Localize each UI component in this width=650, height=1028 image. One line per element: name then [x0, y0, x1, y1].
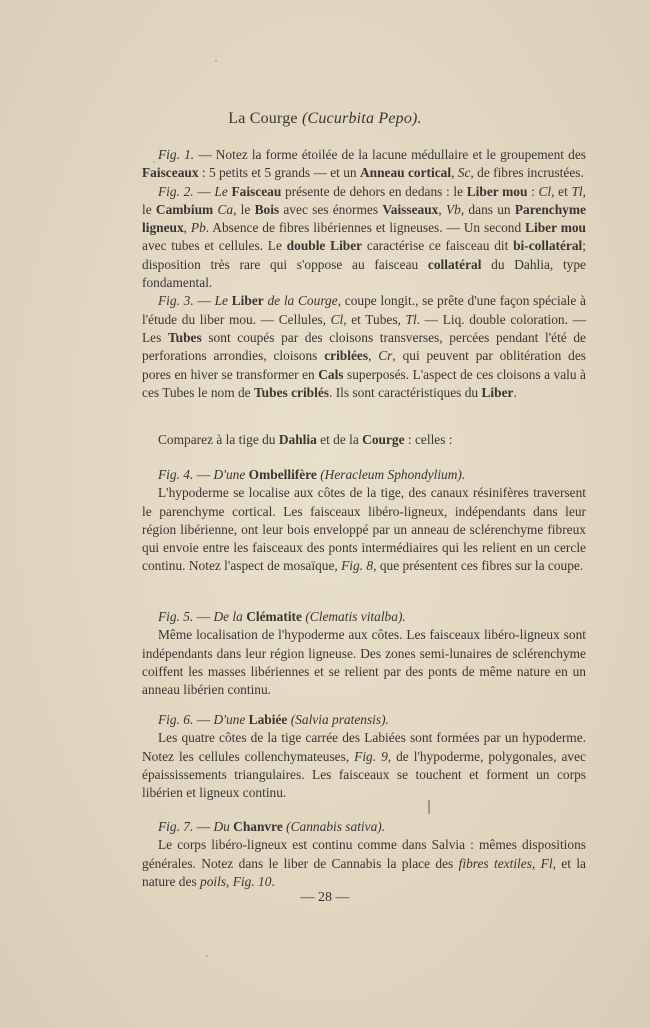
fig6-section [142, 711, 586, 802]
fig3-text-e: , coupe longit., se prête d'une façon spéciale à l'étude du liber mou. — Cellules, [142, 293, 586, 327]
fig4-heading [142, 466, 586, 484]
term-liber-2: Liber [481, 384, 514, 400]
title-main: La Courge [228, 110, 298, 127]
page-number: — 28 — [300, 890, 350, 905]
term-bois: Bois [254, 201, 280, 217]
fig1-text-c: , [451, 165, 458, 181]
fig4-dash: — [193, 467, 214, 482]
fig7-section [142, 818, 586, 891]
fig1-paragraph [142, 146, 586, 183]
fig2-text-i: avec ses énormes [279, 201, 383, 217]
term-courge: Courge [362, 432, 405, 447]
fig6-name: Labiée [248, 712, 288, 727]
term-tubes-cribles: Tubes criblés [253, 384, 329, 400]
fig4-dune: D'une [213, 467, 246, 482]
page-title [0, 110, 650, 128]
fig2-le: Le [214, 183, 228, 199]
fig3-text-h: sont coupés par des cloisons transverses, percées pendant l'été de perforations arrondies, cloisons [142, 329, 586, 364]
fig5-dela: De la [213, 609, 243, 624]
compare-text-a: Comparez à la tige du [158, 432, 279, 447]
fig7-text-1: Le corps libéro-ligneux est continu comme dans Salvia : mêmes dispositions générales. Notez dans le liber de Cannabis la place des [142, 837, 586, 871]
fig1-ref: Fig. 1. [158, 147, 195, 162]
fig3-text-m: . [513, 384, 517, 400]
term-liber: Liber [231, 293, 264, 309]
abbr-tl-2: Tl [405, 311, 417, 327]
abbr-ca: Ca [217, 201, 234, 217]
fig7-du: Du [213, 819, 230, 834]
fig6-body [142, 729, 586, 802]
fig7-ref: Fig. 7. [158, 819, 194, 834]
fig4-text-2: , que présentent ces fibres sur la coupe. [373, 558, 584, 574]
fig3-ref: Fig. 3. [158, 293, 194, 309]
fig5-name: Clématite [246, 609, 302, 624]
fig3-text-k: superposés. L'aspect de ces cloisons a valu à ces Tubes le nom de [142, 366, 586, 400]
fig4-body [142, 484, 586, 575]
fig2-text-h: , le [233, 201, 255, 217]
fig3-text-j: , qui peuvent par oblitération des pores en hiver se transformer en [142, 348, 586, 382]
fig2-text-a: — [193, 183, 215, 199]
fig5-section [142, 608, 586, 699]
abbr-cl: Cl [538, 183, 552, 199]
paper-speck [428, 800, 430, 814]
fig5-heading [142, 608, 586, 626]
fig7-name: Chanvre [233, 819, 283, 834]
fig7-body [142, 836, 586, 891]
fig1-text-b: : 5 petits et 5 grands — et un [198, 165, 360, 181]
fig2-paragraph [142, 183, 586, 293]
fig6-latin: (Salvia pratensis). [290, 712, 389, 727]
term-criblees: criblées [324, 348, 369, 364]
fig2-text-p: ; disposition très rare qui s'oppose au faisceau [142, 238, 587, 272]
poils-ref: poils, Fig. 10 [200, 873, 272, 889]
term-double-liber: double Liber [286, 238, 363, 254]
fig6-dune: D'une [213, 712, 246, 727]
term-cambium: Cambium [155, 201, 214, 217]
fig2-ref: Fig. 2. [158, 183, 194, 199]
fig3-text-i: , [368, 348, 379, 364]
abbr-sc: Sc [457, 165, 471, 181]
fig3-de-la: de la [267, 293, 295, 309]
term-faisceaux: Faisceaux [142, 165, 199, 181]
fig3-text-f: , et Tubes, [343, 311, 406, 327]
fig4-section [142, 466, 586, 576]
abbr-pb: Pb [190, 220, 206, 236]
fig3-paragraph [142, 292, 586, 402]
term-liber-mou: Liber mou [466, 183, 528, 199]
term-vaisseaux: Vaisseaux [382, 201, 439, 217]
fig9-ref: Fig. 9 [354, 748, 388, 764]
compare-line [158, 431, 602, 449]
fig5-latin: (Clematis vitalba). [305, 609, 406, 624]
fig2-text-k: , dans un [460, 201, 515, 217]
fibres-textiles-ref: fibres textiles, Fl [458, 855, 553, 871]
term-liber-mou-2: Liber mou [525, 220, 586, 236]
fig3-text-l: . Ils sont caractéristiques du [329, 384, 482, 400]
fig6-heading [142, 711, 586, 729]
fig5-ref: Fig. 5. [158, 609, 194, 624]
fig5-body [142, 626, 586, 699]
fig7-heading [142, 818, 586, 836]
abbr-vb: Vb [445, 201, 461, 217]
fig2-text-d: : [527, 183, 539, 199]
abbr-tl: Tl [571, 183, 583, 199]
fig3-courge: Courge [298, 293, 338, 309]
fig2-text-f: , le [142, 183, 587, 217]
fig3-le: Le [214, 293, 228, 309]
fig2-text-q: du Dahlia, type fondamental. [142, 256, 586, 291]
fig5-dash: — [193, 609, 214, 624]
term-bi-collateral: bi-collatéral [513, 238, 583, 254]
term-cals: Cals [318, 366, 344, 382]
fig6-text-1: Les quatre côtes de la tige carrée des Labiées sont formées par un hypoderme. Notez les cellules collenchymateuses, [142, 730, 586, 764]
fig2-text-m: . Absence de fibres libériennes et ligneuses. — Un second [205, 220, 526, 236]
compare-paragraph [158, 431, 602, 449]
compare-text-b: et de la [316, 432, 363, 447]
fig8-ref: Fig. 8 [341, 558, 374, 574]
fig2-text-c: présente de dehors en dedans : le [281, 183, 467, 199]
term-parenchyme-ligneux: Parenchyme ligneux [142, 201, 586, 236]
fig2-text-l: , [183, 220, 191, 236]
paper-speck [215, 60, 217, 62]
fig4-ref: Fig. 4. [158, 467, 194, 482]
term-collateral: collatéral [427, 256, 482, 272]
abbr-cr: Cr [378, 348, 393, 364]
fig7-dash: — [193, 819, 214, 834]
fig7-text-2: , et la nature des [142, 855, 586, 889]
term-tubes: Tubes [167, 329, 202, 345]
fig1-text-a: — Notez la forme étoilée de la lacune médullaire et le groupement des [194, 147, 586, 162]
abbr-cl-2: Cl [330, 311, 344, 327]
fig5-text: Même localisation de l'hypoderme aux côtes. Les faisceaux libéro-ligneux sont indépendants dans leur région ligneuse. Des zones semi-lunaires de sclérenchyme coiffent les masses libériennes et se relient par des ponts de même nature en un anneau libérien continu. [142, 627, 586, 698]
compare-text-c: : celles : [404, 432, 453, 447]
fig6-text-2: , de l'hypoderme, polygonales, avec épaississements triangulaires. Les faisceaux se touchent et forment un corps libérien et ligneux continu. [142, 748, 586, 801]
fig6-ref: Fig. 6. [158, 712, 194, 727]
fig2-text-o: caractérise ce faisceau dit [362, 238, 514, 254]
paper-speck [153, 161, 155, 163]
courge-section [142, 146, 586, 402]
title-latin: (Cucurbita Pepo). [301, 110, 422, 127]
term-anneau-cortical: Anneau cortical [359, 165, 452, 181]
fig4-text-1: L'hypoderme se localise aux côtes de la tige, des canaux résinifères traversent le parenchyme cortical. Les faisceaux libéro-ligneux, indépendants dans leur région libérienne, ont leur bois enveloppé par un anneau de sclérenchyme fibreux qui envoie entre les faisceaux des ponts intermédiaires qui les relient en un cercle continu. Notez l'aspect de mosaïque, [142, 485, 586, 574]
fig6-dash: — [193, 712, 214, 727]
fig7-latin: (Cannabis sativa). [286, 819, 386, 834]
paper-speck [206, 955, 208, 957]
fig2-text-j: , [438, 201, 446, 217]
fig4-latin: (Heracleum Sphondylium). [320, 467, 466, 482]
fig3-text-a: — [193, 293, 215, 309]
fig2-text-n: avec tubes et cellules. Le [142, 238, 287, 254]
fig7-text-3: . [271, 873, 275, 889]
fig2-text-e: , et [551, 183, 572, 199]
fig1-text-d: , de fibres incrustées. [470, 165, 584, 181]
term-dahlia: Dahlia [278, 432, 317, 447]
fig3-text-g: . — Liq. double coloration. — Les [142, 311, 586, 345]
term-faisceau: Faisceau [231, 183, 282, 199]
fig4-name: Ombellifère [248, 467, 317, 482]
